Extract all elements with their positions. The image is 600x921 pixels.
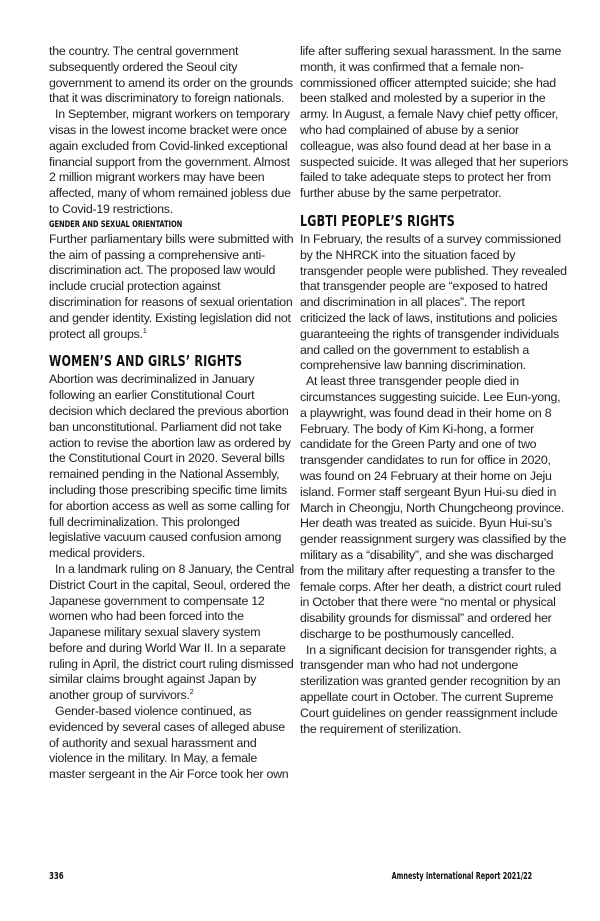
- gender-sexual-orientation-subheading: GENDER AND SEXUAL ORIENTATION: [49, 218, 183, 230]
- footnote-1[interactable]: 1: [142, 325, 147, 335]
- transgender-deaths-paragraph: At least three transgender people died in circumstances suggesting suicide. Lee Eun-yong, a playwright, was found dead in their home on 8 February. The body of Kim Ki-hong, a former candidate for the Green Party and one of two transgender candidates to run for office in 2020, was found on 24 February at their home on Jeju island. Former staff sergeant Byun Hui-su died in March in Cheongju, North Chungcheong province. Her death was treated as suicide. Byun Hui-su’s gender reassignment surgery was classified by the military as a “disability”, and she was discharged from the military after requesting a transfer to the female corps. After her death, a district court ruled in October that there were “no mental or physical disability grounds for dismissal” and ordered her discharge to be posthumously cancelled.: [300, 374, 566, 641]
- womens-girls-rights-heading: WOMEN’S AND GIRLS’ RIGHTS: [49, 352, 243, 371]
- abortion-paragraph: Abortion was decriminalized in January following an earlier Constitutional Court decision which declared the previous abortion ban unconstitutional. Parliament did not take action to revise the abortion law as ordered by the Constitutional Court in 2020. Several bills remained pending in the National Assembly, including those prescribing specific time limits for abortion access as well as some calling for full decriminalization. This prolonged legislative vacuum caused confusion among medical providers.: [49, 372, 291, 561]
- landmark-ruling-text: In a landmark ruling on 8 January, the Central District Court in the capital, Seoul, ordered the Japanese government to compensate 12 women who had been forced into the Japanese military sexual slavery system before and during World War II. In a separate ruling in April, the district court ruling dismissed similar claims brought against Japan by another group of survivors.: [49, 561, 294, 703]
- lgbti-rights-heading: LGBTI PEOPLE’S RIGHTS: [300, 211, 455, 230]
- publication-title: Amnesty International Report 2021/22: [391, 871, 532, 882]
- gender-violence-paragraph-end: life after suffering sexual harassment. In the same month, it was confirmed that a female non-commissioned officer attempted suicide; she had been stalked and molested by a superior in the army. In August, a female Navy chief petty officer, who had complained of abuse by a senior colleague, was also found dead at her base in a suspected suicide. It was alleged that her superiors failed to take adequate steps to protect her from further abuse by the same perpetrator.: [300, 44, 569, 201]
- gender-orientation-paragraph: [49, 232, 294, 343]
- migrant-workers-paragraph: In September, migrant workers on temporary visas in the lowest income bracket were once again excluded from Covid-linked exceptional financial support from the government. Almost 2 million migrant workers may have been affected, many of whom remained jobless due to Covid-19 restrictions.: [49, 107, 291, 216]
- gender-recognition-paragraph: In a significant decision for transgender rights, a transgender man who had not undergone sterilization was granted gender recognition by an appellate court in October. The current Supreme Court guidelines on gender reassignment include the requirement of sterilization.: [300, 642, 561, 736]
- right-column: [300, 44, 568, 737]
- landmark-ruling-paragraph: [49, 562, 294, 704]
- page-number: 336: [49, 871, 64, 882]
- gender-violence-paragraph-start: Gender-based violence continued, as evidenced by several cases of alleged abuse of authority and sexual harassment and violence in the military. In May, a female master sergeant in the Air Force took her own: [49, 704, 289, 782]
- footnote-2[interactable]: 2: [189, 687, 194, 697]
- survey-paragraph: In February, the results of a survey commissioned by the NHRCK into the situation faced by transgender people were published. They revealed that transgender people are “exposed to hatred and discrimination in all places”. The report criticized the lack of laws, institutions and policies guaranteeing the rights of transgender individuals and called on the government to establish a comprehensive law banning discrimination.: [300, 231, 567, 373]
- left-column: [49, 44, 294, 783]
- intro-paragraph: the country. The central government subsequently ordered the Seoul city government to amend its order on the grounds that it was discriminatory to foreign nationals.: [49, 44, 293, 106]
- gender-orientation-text: Further parliamentary bills were submitted with the aim of passing a comprehensive anti-discrimination act. The proposed law would include crucial protection against discrimination for reasons of sexual orientation and gender identity. Existing legislation did not protect all groups.: [49, 231, 294, 341]
